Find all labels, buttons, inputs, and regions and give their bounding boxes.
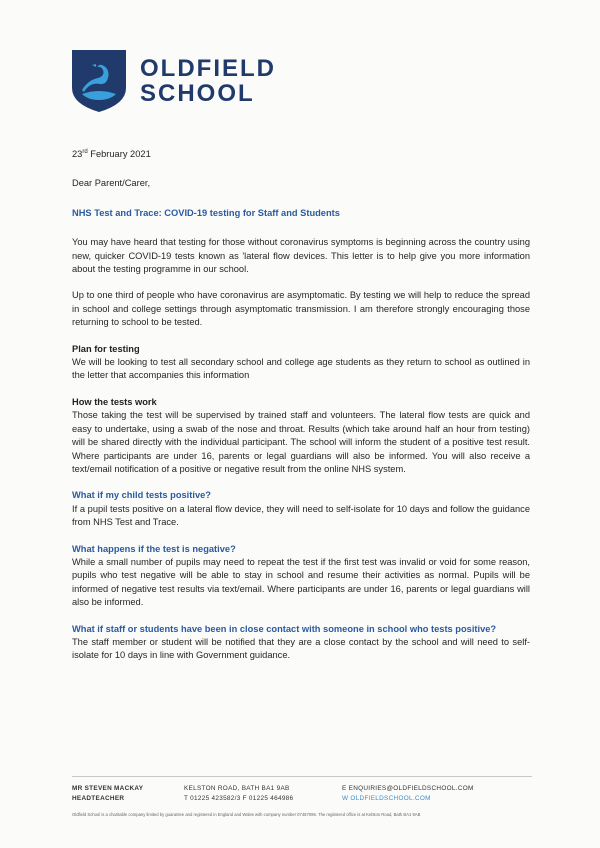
- negative-paragraph: While a small number of pupils may need to repeat the test if the first test was invalid or void for some reason, pupils who test negative will be able to stay in school and resume their activities as normal. Pupils will be informed of negative test results via text/email. Where participants are under 16, parents or legal guardians will also be informed.: [72, 556, 530, 608]
- swan-crest-icon: [70, 48, 128, 114]
- headteacher-role: HEADTEACHER: [72, 795, 125, 802]
- contact-paragraph: The staff member or student will be notified that they are a close contact by the school and will need to self-isolate for 10 days in line with Government guidance.: [72, 636, 530, 661]
- school-wordmark: [140, 56, 276, 106]
- positive-paragraph: If a pupil tests positive on a lateral flow device, they will need to self-isolate for 10 days and follow the guidance from NHS Test and Trace.: [72, 503, 530, 528]
- how-paragraph: Those taking the test will be supervised by trained staff and volunteers. The lateral flow tests are quick and easy to undertake, using a swab of the nose and throat. Results (which take around half an hour from testing) will be shared directly with the individual participant. The school will inform the student of a positive test result. Where participants are under 16, parents or legal guardians will also be informed. You will also receive a text/email notification of a positive or negative result from the online NHS system.: [72, 410, 530, 474]
- footer-contact: [342, 784, 474, 804]
- company-registration-note: Oldfield School is a charitable company limited by guarantee and registered in England and Wales with company number 07467096. The registered office is at Kelston Road, Bath BA1 9AB: [72, 812, 421, 817]
- footer-divider: [72, 776, 532, 777]
- headteacher-name: MR STEVEN MACKAY: [72, 785, 144, 792]
- letter-subject: NHS Test and Trace: COVID-19 testing for Staff and Students: [72, 207, 340, 218]
- intro-paragraph-2: Up to one third of people who have coronavirus are asymptomatic. By testing we will help to reduce the spread in school and college settings through asymptomatic transmission. I am therefore strongly encouraging those returning to school to be tested.: [72, 290, 530, 328]
- school-address: KELSTON ROAD, BATH BA1 9AB: [184, 785, 290, 792]
- school-phones: T 01225 423582/3 F 01225 464986: [184, 795, 294, 802]
- school-logo: [70, 48, 276, 114]
- footer-address: [184, 784, 293, 804]
- letter-body: [72, 148, 530, 676]
- negative-heading: What happens if the test is negative?: [72, 543, 236, 554]
- letter-date: 23rd February 2021: [72, 148, 151, 159]
- school-name-line2: SCHOOL: [140, 80, 255, 107]
- school-name-line1: OLDFIELD: [140, 55, 276, 82]
- school-website: W OLDFIELDSCHOOL.COM: [342, 795, 431, 802]
- plan-paragraph: We will be looking to test all secondary school and college age students as they return to school as outlined in the letter that accompanies this information: [72, 357, 530, 381]
- how-heading: How the tests work: [72, 396, 157, 407]
- intro-paragraph-1: You may have heard that testing for those without coronavirus symptoms is beginning across the country using new, quicker COVID-19 tests known as 'lateral flow devices. This letter is to help give you more information about the testing programme in our school.: [72, 237, 530, 275]
- contact-heading: What if staff or students have been in close contact with someone in school who tests positive?: [72, 623, 497, 634]
- school-email: E ENQUIRIES@OLDFIELDSCHOOL.COM: [342, 785, 474, 792]
- plan-heading: Plan for testing: [72, 343, 140, 354]
- footer-signatory: [72, 784, 143, 804]
- positive-heading: What if my child tests positive?: [72, 490, 211, 501]
- salutation: Dear Parent/Carer,: [72, 178, 151, 189]
